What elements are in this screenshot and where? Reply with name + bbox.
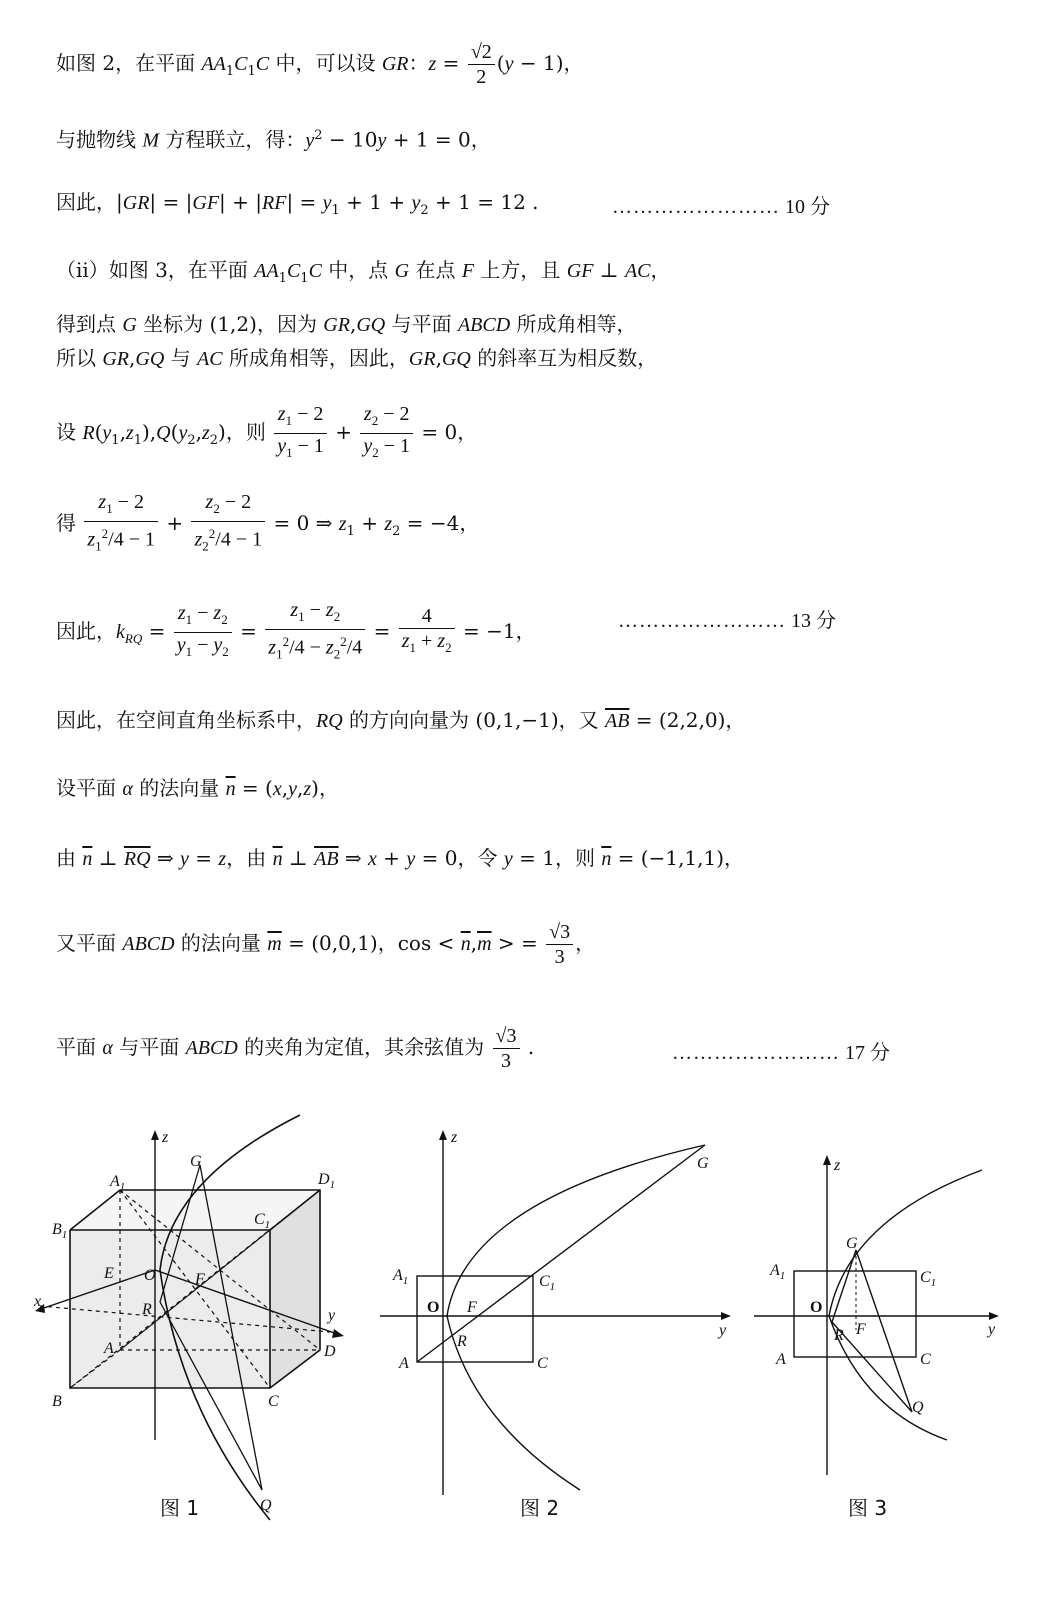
label-o: O xyxy=(810,1299,823,1316)
label-o: O xyxy=(427,1299,440,1316)
label-z: z xyxy=(162,1129,169,1146)
label-q: Q xyxy=(912,1399,924,1416)
text-line-1: 如图 2，在平面 $AA_1C_1C$ 中，可以设 GR：z = $\frac{√2}{2}$ (y − 1)， xyxy=(56,41,584,88)
label-a: A xyxy=(104,1340,114,1357)
label-g: G xyxy=(190,1153,202,1170)
label-a: A xyxy=(399,1355,409,1372)
dot-leader: …………………… xyxy=(672,1042,840,1064)
z-axis-arrow xyxy=(823,1155,831,1165)
caption-fig3: 图 3 xyxy=(848,1496,888,1520)
label-c1: $C_1$ xyxy=(539,1273,556,1293)
text-line-7: 设 $R(y_1,z_1),Q(y_2,z_2)$，则 $\frac{z_1 - 2}{y_1 - 1}$ + $\frac{z_2 - 2}{y_2 - 1}$ = 0， xyxy=(56,403,478,460)
line-ag xyxy=(417,1145,705,1362)
label-c: C xyxy=(268,1393,279,1410)
label-z: z xyxy=(834,1157,841,1174)
label-f: F xyxy=(195,1271,205,1288)
label-z: z xyxy=(451,1129,458,1146)
label-r: R xyxy=(142,1301,152,1318)
z-axis-arrow xyxy=(151,1130,159,1140)
label-r: R xyxy=(457,1333,467,1350)
label-f: F xyxy=(467,1299,477,1316)
label-y: y xyxy=(719,1322,727,1339)
text-line-6: 所以 GR,GQ 与 AC 所成角相等，因此，GR,GQ 的斜率互为相反数， xyxy=(56,346,658,370)
label-o: O xyxy=(144,1267,156,1284)
line-gr xyxy=(832,1250,856,1322)
label-b1: $B_1$ xyxy=(52,1221,68,1241)
label-a: A xyxy=(776,1351,786,1368)
label-c: C xyxy=(920,1351,931,1368)
text-line-14: 平面 α 与平面 ABCD 的夹角为定值，其余弦值为 $\frac{√3}{3}$ . xyxy=(56,1025,535,1072)
z-axis-arrow xyxy=(439,1130,447,1140)
figure-3 xyxy=(752,1150,1002,1480)
score-label: 13 分 xyxy=(791,610,836,632)
label-d1: $D_1$ xyxy=(318,1171,336,1191)
caption-fig1: 图 1 xyxy=(160,1496,200,1520)
label-e: E xyxy=(104,1265,114,1282)
parabola-curve xyxy=(447,1145,705,1490)
label-d: D xyxy=(324,1343,336,1360)
label-y: y xyxy=(988,1321,996,1338)
y-axis-arrow xyxy=(721,1312,731,1320)
score-17 xyxy=(672,1036,890,1065)
figure-2 xyxy=(375,1120,740,1500)
label-c1: $C_1$ xyxy=(920,1269,937,1289)
caption-fig2: 图 2 xyxy=(520,1496,560,1520)
label-a1: $A_1$ xyxy=(770,1262,786,1282)
label-y: y xyxy=(328,1307,336,1324)
text-line-11: 设平面 α 的法向量 $\overline{n} = (x,y,z)$， xyxy=(56,776,339,800)
score-10 xyxy=(612,190,830,219)
text-line-2: 与抛物线 M 方程联立，得：$y^2 - 10y + 1 = 0$， xyxy=(56,127,491,152)
label-g: G xyxy=(697,1155,709,1172)
label-r: R xyxy=(834,1327,844,1344)
label-a1: $A_1$ xyxy=(110,1173,126,1193)
label-f: F xyxy=(856,1321,866,1338)
line-rq xyxy=(832,1322,912,1412)
dot-leader: …………………… xyxy=(618,610,786,632)
text-line-3: 因此，$|GR| = |GF| + |RF| = y_1 + 1 + y_2 + 1 = 12$ . xyxy=(56,190,539,218)
label-a1: $A_1$ xyxy=(393,1267,409,1287)
text-line-4: （ii）如图 3，在平面 $AA_1C_1C$ 中，点 G 在点 F 上方，且 GF ⊥ AC， xyxy=(56,258,671,286)
text-line-10: 因此，在空间直角坐标系中，RQ 的方向向量为 (0,1,−1)，又 $\overline{AB} = (2,2,0)$， xyxy=(56,708,746,732)
y-axis-arrow xyxy=(989,1312,999,1320)
label-c: C xyxy=(537,1355,548,1372)
text-line-5: 得到点 G 坐标为 (1,2)，因为 GR,GQ 与平面 ABCD 所成角相等， xyxy=(56,312,637,336)
label-c1: $C_1$ xyxy=(254,1211,271,1231)
score-label: 17 分 xyxy=(845,1042,890,1064)
label-q: Q xyxy=(260,1497,272,1514)
figure-1 xyxy=(30,1110,360,1530)
label-g: G xyxy=(846,1235,858,1252)
y-axis-arrow xyxy=(332,1329,344,1338)
parabola-curve xyxy=(829,1170,982,1440)
text-line-9: 因此，$k_{RQ}$ = $\frac{z_1 - z_2}{y_1 - y_2}$ = $\frac{z_1 - z_2}{z_1^2/4 - z_2^2/4}$ = $\frac{4}{z_1 + z_2}$ = −1， xyxy=(56,599,536,662)
text-line-8: 得 $\frac{z_1 - 2}{z_1^2/4 - 1}$ + $\frac{z_2 - 2}{z_2^2/4 - 1}$ = 0 ⇒ $z_1 + z_2 = -4$， xyxy=(56,491,480,554)
score-13 xyxy=(618,604,836,633)
dot-leader: …………………… xyxy=(612,196,780,218)
score-label: 10 分 xyxy=(785,196,830,218)
text-line-13: 又平面 ABCD 的法向量 $\overline{m} = (0,0,1)$，$\cos < \overline{n},\overline{m}$ > = $\frac{√3}{3}$ ， xyxy=(56,921,596,968)
text-line-12: 由 $\overline{n}$ ⊥ $\overline{RQ}$ ⇒ y = z，由 $\overline{n}$ ⊥ $\overline{AB}$ ⇒ x + y = 0，令 y = 1，则 $\overline{n} = (-1,1,1)$， xyxy=(56,846,745,870)
label-b: B xyxy=(52,1393,62,1410)
label-x: x xyxy=(34,1293,42,1310)
